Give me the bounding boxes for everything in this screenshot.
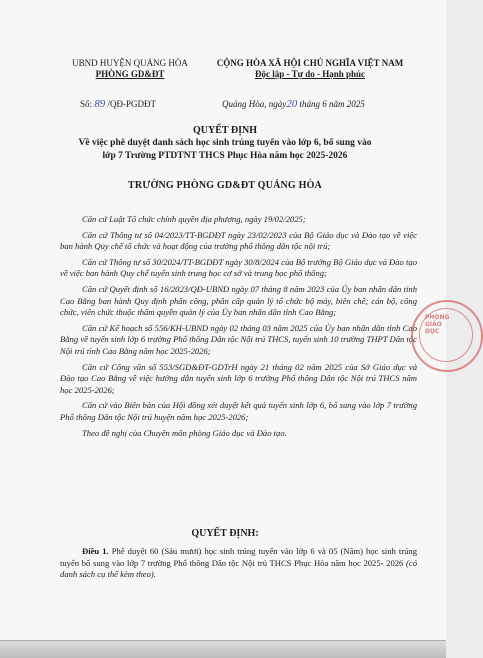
viewer-bottom-bar [0, 640, 446, 658]
seal-line: PHÒNG [425, 314, 450, 321]
seal-line: GIÁO [425, 321, 442, 328]
seal-text [425, 314, 465, 335]
decision-heading: QUYẾT ĐỊNH: [191, 528, 259, 539]
date-suffix: tháng 6 năm 2025 [297, 99, 365, 109]
date-prefix: Quảng Hòa, ngày [222, 99, 287, 109]
title-line-1: Về việc phê duyệt danh sách học sinh trúng tuyển vào lớp 6, bổ sung vào [78, 138, 372, 148]
basis-item: Căn cứ Kế hoạch số 556/KH-UBND ngày 02 tháng 03 năm 2025 của Ủy ban nhân dân tỉnh Cao Bằng về tuyển sinh lớp 6 trường Phổ thông Dân tộc Nội trú THCS, tuyển sinh 10 trường THPT Dân tộc Nội trú tỉnh Cao Bằng năm học 2025-2026; [60, 322, 417, 356]
issuer-header [60, 58, 200, 80]
title-line-2: lớp 7 Trường PTDTNT THCS Phục Hòa năm học 2025-2026 [102, 151, 348, 161]
basis-item: Theo đề nghị của Chuyên môn phòng Giáo dục và Đào tạo. [82, 427, 287, 438]
basis-item: Căn cứ Công văn số 553/SGD&ĐT-GDTrH ngày 21 tháng 02 năm 2025 của Sở Giáo dục và Đào tạo Cao Bằng về việc hướng dẫn tuyển sinh lớp 6 trường Phổ thông Dân tộc Nội trú THCS năm học 2025-2026; [60, 361, 417, 395]
date-handwritten: 20 [286, 98, 298, 110]
document-number [80, 98, 156, 110]
basis-item: Căn cứ Quyết định số 16/2023/QĐ-UBND ngày 07 tháng 8 năm 2023 của Ủy ban nhân dân tỉnh Cao Bằng ban hành Quy định phân công, phân cấp quản lý tổ chức bộ máy, biên chế; cán bộ, công chức, viên chức thuộc thẩm quyền quản lý của Ủy ban nhân dân tỉnh Cao Bằng; [60, 283, 417, 318]
national-header [208, 58, 412, 80]
national-title: CỘNG HÒA XÃ HỘI CHỦ NGHĨA VIỆT NAM [216, 58, 404, 68]
article-1-label: Điều 1. [82, 546, 109, 556]
document-date [222, 98, 365, 110]
seal-line: DỤC [425, 328, 440, 335]
basis-item: Căn cứ Luật Tổ chức chính quyền địa phương, ngày 19/02/2025; [82, 214, 306, 224]
doc-number-suffix: /QĐ-PGDĐT [105, 99, 157, 109]
article-1-note: (có danh sách cụ thể kèm theo). [60, 557, 417, 580]
basis-item: Căn cứ Thông tư số 04/2023/TT-BGDĐT ngày 23/02/2023 của Bộ Giáo dục và Đào tạo về việc ban hành Quy chế tổ chức và hoạt động của trường phổ thông dân tộc nội trú; [60, 229, 417, 252]
basis-item: Căn cứ Thông tư số 30/2024/TT-BGDĐT ngày 30/8/2024 của Bộ trưởng Bộ Giáo dục và Đào tạo về việc ban hành Quy chế tuyển sinh trung học cơ sở và trung học phổ thông; [60, 256, 417, 279]
article-1-text: Phê duyệt 60 (Sáu mươi) học sinh trúng tuyển vào lớp 6 và 05 (Năm) học sinh trúng tuyển bổ sung vào lớp 7 trường Phổ thông Dân tộc Nội trú THCS Phục Hòa năm học 2025- 2026 [60, 546, 418, 568]
official-seal [411, 300, 483, 372]
decision-title [40, 124, 410, 163]
department-name: TRƯỜNG PHÒNG GD&ĐT QUẢNG HÒA [128, 180, 322, 191]
doc-number-handwritten: 89 [94, 98, 106, 110]
issuer-name: UBND HUYỆN QUẢNG HÒA [72, 58, 188, 68]
article-1 [60, 546, 417, 581]
legal-bases [60, 214, 417, 443]
title-heading: QUYẾT ĐỊNH [193, 125, 257, 136]
basis-item: Căn cứ vào Biên bản của Hội đồng xét duyệt kết quả tuyển sinh lớp 6, bổ sung vào lớp 7 trường Phổ thông Dân tộc Nội trú huyện năm học 2025-2026; [60, 400, 417, 422]
national-motto: Độc lập - Tự do - Hạnh phúc [254, 69, 365, 79]
doc-number-prefix: Số: [80, 99, 95, 109]
issuer-dept: PHÒNG GD&ĐT [95, 69, 165, 79]
